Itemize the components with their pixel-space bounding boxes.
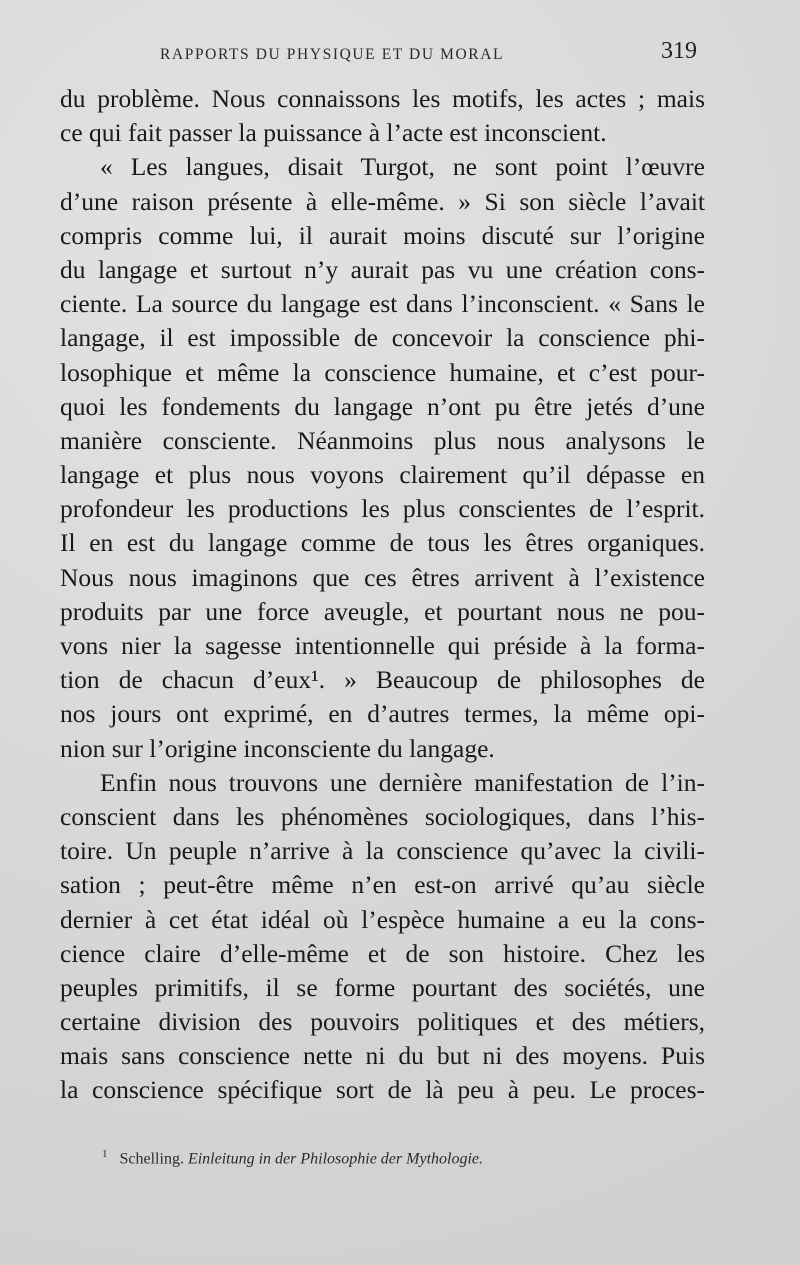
text-line: quoi les fondements du langage n’ont pu être jetés d’une [60,391,705,421]
text-line: profondeur les productions les plus conscientes de l’esprit. [60,494,705,524]
text-line: nos jours ont exprimé, en d’autres termes, la même opi- [60,699,705,729]
text-line: dernier à cet état idéal où l’espèce humaine a eu la cons- [60,904,705,934]
text-line: peuples primitifs, il se forme pourtant des sociétés, une [60,972,705,1002]
text-line: nion sur l’origine inconsciente du langage. [60,733,495,763]
text-line: du problème. Nous connaissons les motifs, les actes ; mais [60,84,705,113]
text-line: losophique et même la conscience humaine, et c’est pour- [60,357,705,387]
footnote [102,1148,483,1168]
text-line: mais sans conscience nette ni du but ni des moyens. Puis [60,1041,705,1071]
footnote-author: Schelling. [119,1150,184,1168]
text-line: manière consciente. Néanmoins plus nous analysons le [60,425,705,455]
text-line: certaine division des pouvoirs politiques et des métiers, [60,1007,705,1037]
text-line: la conscience spécifique sort de là peu à peu. Le proces- [60,1075,705,1105]
text-line: produits par une force aveugle, et pourtant nous ne pou- [60,596,705,626]
text-line: « Les langues, disait Turgot, ne sont point l’œuvre [100,152,705,182]
text-line: ciente. La source du langage est dans l’inconscient. « Sans le [60,289,705,319]
text-line: vons nier la sagesse intentionnelle qui préside à la forma- [60,631,705,660]
text-line: tion de chacun d’eux¹. » Beaucoup de philosophes de [60,665,705,695]
text-line: ce qui fait passer la puissance à l’acte est inconscient. [60,118,607,148]
text-line: langage, il est impossible de concevoir la conscience phi- [60,323,705,353]
text-line: Nous nous imaginons que ces êtres arrivent à l’existence [60,562,705,592]
text-line: conscient dans les phénomènes sociologiques, dans l’his- [60,801,705,831]
footnote-mark: 1 [102,1148,108,1160]
text-line: compris comme lui, il aurait moins discuté sur l’origine [60,220,705,250]
running-head: RAPPORTS DU PHYSIQUE ET DU MORAL [160,46,505,63]
footnote-title: Einleitung in der Philosophie der Mythologie. [187,1150,483,1168]
body-text [60,82,705,1108]
text-line: d’une raison présente à elle-même. » Si son siècle l’avait [60,186,705,216]
text-line: du langage et surtout n’y aurait pas vu une création cons- [60,254,705,284]
page-number: 319 [661,38,697,64]
text-line: Il en est du langage comme de tous les êtres organiques. [60,528,705,558]
text-line: cience claire d’elle-même et de son histoire. Chez les [60,938,705,968]
text-line: sation ; peut-être même n’en est-on arrivé qu’au siècle [60,870,705,900]
text-line: langage et plus nous voyons clairement qu’il dépasse en [60,460,705,490]
text-line: Enfin nous trouvons une dernière manifestation de l’in- [100,767,705,797]
text-line: toire. Un peuple n’arrive à la conscience qu’avec la civili- [60,836,705,866]
